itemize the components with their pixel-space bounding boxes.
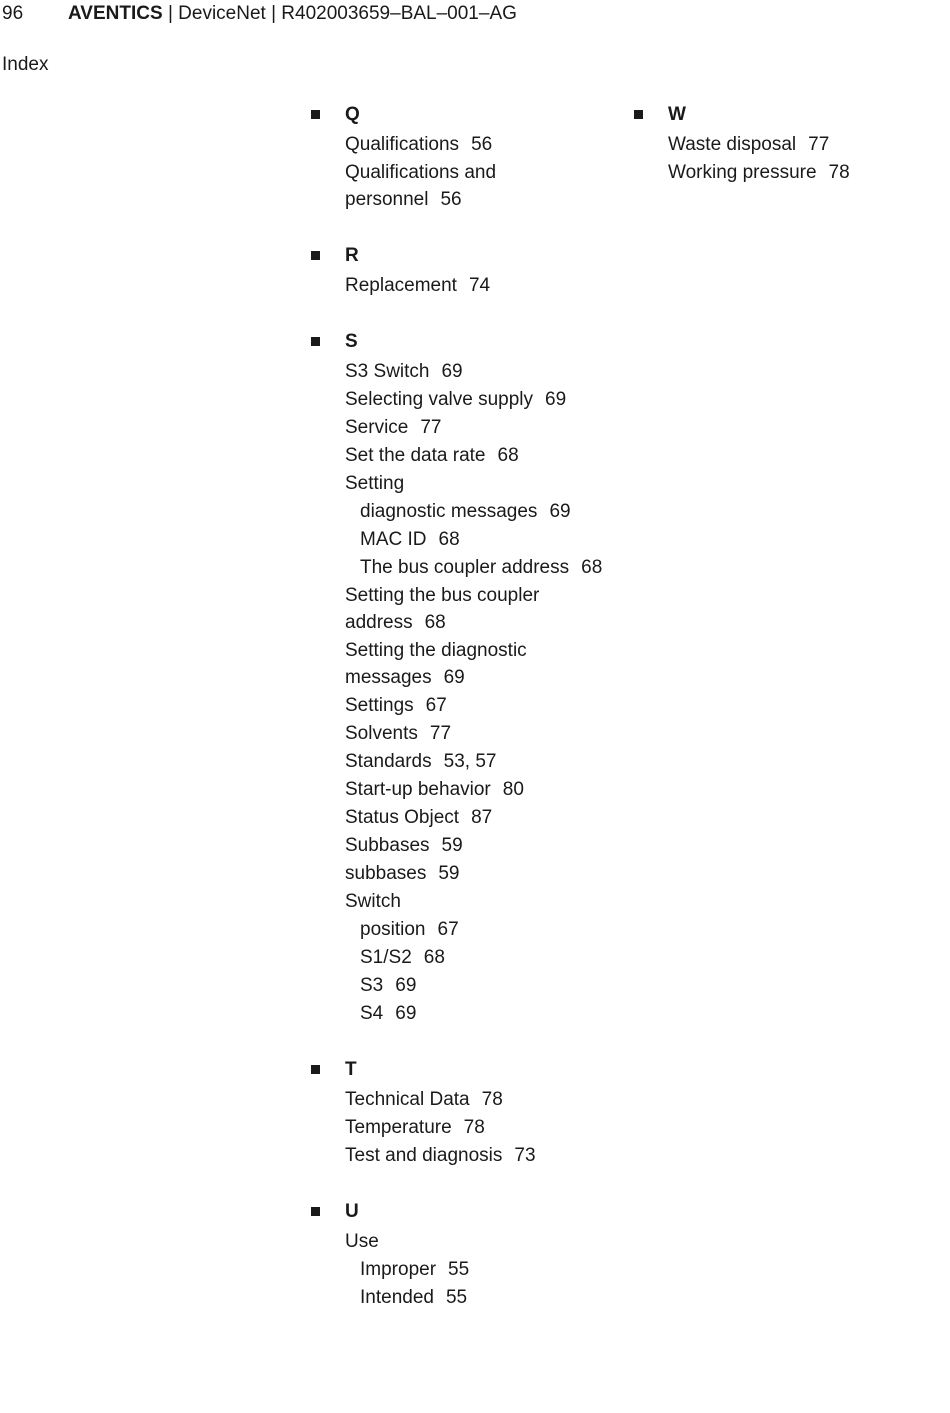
- entry-page-number: 68: [423, 947, 445, 968]
- index-subentry: [345, 1000, 608, 1028]
- entry-page-number: 68: [438, 529, 460, 550]
- index-entry: [345, 860, 608, 888]
- entry-page-number: 67: [425, 695, 447, 716]
- index-entry: [345, 131, 608, 159]
- index-entry: [345, 776, 608, 804]
- index-entry: [345, 748, 608, 776]
- entry-term: Replacement: [345, 275, 457, 296]
- index-entry: [668, 131, 931, 159]
- entry-page-number: 55: [445, 1287, 468, 1308]
- entry-term: Standards: [345, 751, 432, 772]
- entry-page-number: 87: [471, 807, 493, 828]
- index-entry: [345, 1228, 608, 1256]
- entry-term: Settings: [345, 695, 414, 716]
- index-group-q: [308, 103, 608, 214]
- entry-page-number: 78: [828, 162, 850, 183]
- entry-page-number: 68: [424, 612, 446, 633]
- entry-page-number: 78: [481, 1089, 503, 1110]
- square-bullet-icon: [634, 110, 643, 119]
- entry-page-number: 59: [438, 863, 460, 884]
- index-entry: [345, 442, 608, 470]
- entry-term: Qualifications: [345, 134, 460, 155]
- entry-term-continued: personnel: [345, 189, 429, 210]
- square-bullet-icon: [311, 110, 320, 119]
- entry-page-number: 56: [440, 189, 462, 210]
- square-bullet-icon: [311, 1065, 320, 1074]
- entry-page-number: 77: [420, 417, 442, 438]
- index-entry: [345, 692, 608, 720]
- square-bullet-icon: [311, 1207, 320, 1216]
- entry-term: Setting: [345, 473, 405, 494]
- index-letter: Q: [345, 104, 360, 125]
- index-group-s: [308, 330, 608, 1028]
- index-entries: [345, 1086, 608, 1170]
- index-entry: [345, 804, 608, 832]
- entry-term: S4: [360, 1003, 384, 1024]
- entry-term: S1/S2: [360, 947, 412, 968]
- index-group-w: [631, 103, 931, 187]
- entry-term: Qualifications and: [345, 162, 497, 183]
- index-column-left: [308, 103, 608, 1342]
- entry-term: Waste disposal: [668, 134, 797, 155]
- entry-page-number: 67: [437, 919, 459, 940]
- index-entry: [345, 1114, 608, 1142]
- page-number: 96: [2, 3, 24, 24]
- entry-term: position: [360, 919, 426, 940]
- index-subentry: [345, 1284, 608, 1312]
- index-entries: [345, 131, 608, 214]
- index-entries: [668, 131, 931, 187]
- index-entry: [345, 720, 608, 748]
- square-bullet-icon: [311, 337, 320, 346]
- entry-term: The bus coupler address: [360, 557, 570, 578]
- index-subentry: [345, 944, 608, 972]
- index-subentry: [345, 1256, 608, 1284]
- brand-name: AVENTICS: [68, 3, 163, 24]
- entry-page-number: 69: [443, 667, 465, 688]
- entry-page-number: 68: [497, 445, 519, 466]
- index-group-heading: [631, 103, 931, 131]
- entry-term: Improper: [360, 1259, 437, 1280]
- index-group-heading: [308, 1200, 608, 1228]
- entry-page-number: 68: [581, 557, 603, 578]
- index-entry: [345, 637, 608, 692]
- entry-page-number: 69: [395, 975, 417, 996]
- entry-term: Use: [345, 1231, 379, 1252]
- index-letter: S: [345, 331, 358, 352]
- entry-page-number: 53, 57: [443, 751, 497, 772]
- index-subentry: [345, 554, 608, 582]
- entry-term: Switch: [345, 891, 401, 912]
- entry-page-number: 59: [441, 835, 463, 856]
- entry-term: Temperature: [345, 1117, 452, 1138]
- entry-term-continued: address: [345, 612, 413, 633]
- entry-term: Status Object: [345, 807, 460, 828]
- entry-term: Subbases: [345, 835, 430, 856]
- index-subentry: [345, 498, 608, 526]
- index-entry: [668, 159, 931, 187]
- index-entries: [345, 272, 608, 300]
- index-entry: [345, 888, 608, 916]
- index-subentry: [345, 916, 608, 944]
- entry-term: Test and diagnosis: [345, 1145, 503, 1166]
- index-subentry: [345, 972, 608, 1000]
- entry-term: Start-up behavior: [345, 779, 491, 800]
- index-entries: [345, 1228, 608, 1312]
- entry-page-number: 80: [502, 779, 524, 800]
- entry-term: Working pressure: [668, 162, 817, 183]
- section-title: Index: [2, 54, 49, 75]
- index-group-t: [308, 1058, 608, 1170]
- entry-term: Technical Data: [345, 1089, 470, 1110]
- entry-page-number: 56: [471, 134, 493, 155]
- entry-page-number: 73: [514, 1145, 536, 1166]
- entry-term: Service: [345, 417, 409, 438]
- index-group-heading: [308, 103, 608, 131]
- index-letter: U: [345, 1201, 359, 1222]
- index-entry: [345, 414, 608, 442]
- square-bullet-icon: [311, 251, 320, 260]
- document-title: [68, 3, 517, 25]
- entry-page-number: 74: [468, 275, 491, 296]
- entry-term: S3: [360, 975, 384, 996]
- index-group-heading: [308, 1058, 608, 1086]
- index-entry: [345, 272, 608, 300]
- entry-term: MAC ID: [360, 529, 427, 550]
- index-entries: [345, 358, 608, 1028]
- index-column-right: [631, 103, 931, 217]
- index-letter: R: [345, 245, 359, 266]
- index-subentry: [345, 526, 608, 554]
- entry-page-number: 55: [448, 1259, 470, 1280]
- entry-page-number: 69: [549, 501, 571, 522]
- index-entry: [345, 832, 608, 860]
- entry-term: Setting the diagnostic: [345, 640, 527, 661]
- entry-term-continued: messages: [345, 667, 432, 688]
- index-group-u: [308, 1200, 608, 1312]
- entry-term: S3 Switch: [345, 361, 430, 382]
- index-group-heading: [308, 330, 608, 358]
- index-entry: [345, 1142, 608, 1170]
- index-letter: T: [345, 1059, 357, 1080]
- entry-page-number: 69: [395, 1003, 417, 1024]
- entry-term: Solvents: [345, 723, 418, 744]
- entry-term: Set the data rate: [345, 445, 486, 466]
- index-entry: [345, 470, 608, 498]
- entry-page-number: 69: [545, 389, 567, 410]
- index-letter: W: [668, 104, 686, 125]
- entry-term: Setting the bus coupler: [345, 585, 540, 606]
- index-group-r: [308, 244, 608, 300]
- index-entry: [345, 358, 608, 386]
- document-id: | DeviceNet | R402003659–BAL–001–AG: [162, 3, 517, 24]
- index-entry: [345, 159, 608, 214]
- entry-page-number: 77: [808, 134, 830, 155]
- entry-page-number: 77: [429, 723, 452, 744]
- entry-term: Selecting valve supply: [345, 389, 533, 410]
- entry-page-number: 78: [463, 1117, 485, 1138]
- index-entry: [345, 386, 608, 414]
- entry-term: Intended: [360, 1287, 434, 1308]
- index-entry: [345, 582, 608, 637]
- entry-term: diagnostic messages: [360, 501, 538, 522]
- entry-term: subbases: [345, 863, 427, 884]
- index-group-heading: [308, 244, 608, 272]
- index-entry: [345, 1086, 608, 1114]
- entry-page-number: 69: [441, 361, 463, 382]
